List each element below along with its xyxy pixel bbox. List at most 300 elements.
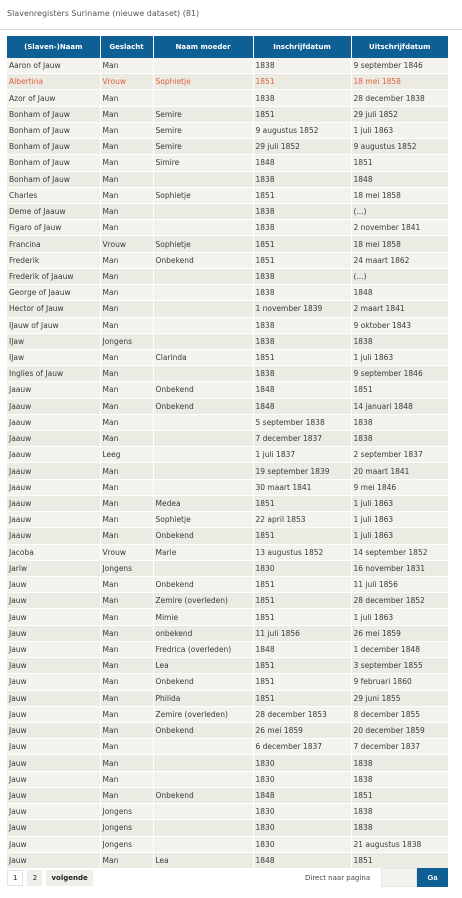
cell-deregistration-date: 1838 [351, 333, 448, 349]
cell-deregistration-date: 28 december 1838 [351, 90, 448, 106]
cell-mother [153, 268, 253, 284]
cell-mother [153, 431, 253, 447]
table-row[interactable] [7, 739, 448, 755]
cell-registration-date: 1838 [253, 220, 351, 236]
cell-gender: Man [100, 301, 153, 317]
table-row[interactable] [7, 771, 448, 787]
cell-gender: Man [100, 674, 153, 690]
cell-gender: Man [100, 787, 153, 803]
cell-name: Jariw [7, 560, 100, 576]
cell-registration-date: 19 september 1839 [253, 463, 351, 479]
table-row[interactable] [7, 787, 448, 803]
cell-gender: Man [100, 90, 153, 106]
table-row[interactable] [7, 268, 448, 284]
cell-mother [153, 220, 253, 236]
pagination [7, 870, 93, 886]
page-title: Slavenregisters Suriname (nieuwe dataset) (81) [7, 9, 200, 18]
cell-gender: Man [100, 771, 153, 787]
cell-mother [153, 171, 253, 187]
cell-name: Jaauw [7, 431, 100, 447]
cell-mother: Lea [153, 852, 253, 868]
cell-deregistration-date: 2 september 1837 [351, 447, 448, 463]
cell-gender: Man [100, 414, 153, 430]
goto-page-button[interactable]: Ga [417, 868, 448, 887]
cell-mother: Onbekend [153, 398, 253, 414]
cell-deregistration-date: 1838 [351, 755, 448, 771]
table-row[interactable] [7, 690, 448, 706]
cell-name: Jauw [7, 771, 100, 787]
table-row[interactable] [7, 447, 448, 463]
cell-deregistration-date: 9 oktober 1843 [351, 317, 448, 333]
page-link-2[interactable]: 2 [27, 870, 42, 886]
cell-registration-date: 1830 [253, 560, 351, 576]
next-page-link[interactable]: volgende [46, 870, 92, 886]
cell-gender: Man [100, 577, 153, 593]
cell-mother: Sophietje [153, 236, 253, 252]
cell-deregistration-date: 9 februari 1860 [351, 674, 448, 690]
cell-gender: Man [100, 106, 153, 122]
cell-deregistration-date: 1848 [351, 171, 448, 187]
cell-gender: Man [100, 268, 153, 284]
cell-name: Bonham of Jauw [7, 122, 100, 138]
cell-mother [153, 317, 253, 333]
table-body [7, 58, 448, 868]
cell-name: Jaauw [7, 479, 100, 495]
table-row[interactable] [7, 431, 448, 447]
cell-name: Jauw [7, 690, 100, 706]
cell-deregistration-date: 9 augustus 1852 [351, 139, 448, 155]
cell-name: Bonham of Jauw [7, 155, 100, 171]
table-row[interactable] [7, 804, 448, 820]
cell-gender: Man [100, 203, 153, 219]
cell-mother: Onbekend [153, 382, 253, 398]
cell-mother: Onbekend [153, 252, 253, 268]
cell-deregistration-date: 1851 [351, 155, 448, 171]
cell-mother [153, 836, 253, 852]
cell-mother: Semire [153, 122, 253, 138]
cell-registration-date: 11 juli 1856 [253, 625, 351, 641]
cell-mother: Onbekend [153, 528, 253, 544]
cell-deregistration-date: 2 maart 1841 [351, 301, 448, 317]
cell-deregistration-date: 14 september 1852 [351, 544, 448, 560]
cell-deregistration-date: 11 juli 1856 [351, 577, 448, 593]
cell-name: Albertina [7, 74, 100, 90]
cell-mother: Fredrica (overleden) [153, 641, 253, 657]
table-row[interactable] [7, 220, 448, 236]
cell-registration-date: 30 maart 1841 [253, 479, 351, 495]
cell-gender: Man [100, 463, 153, 479]
cell-gender: Man [100, 641, 153, 657]
table-row[interactable] [7, 236, 448, 252]
page-header [0, 0, 462, 30]
cell-registration-date: 1838 [253, 285, 351, 301]
cell-mother: Philida [153, 690, 253, 706]
cell-deregistration-date: 9 september 1846 [351, 366, 448, 382]
cell-name: Azor of Jauw [7, 90, 100, 106]
cell-mother: Onbekend [153, 722, 253, 738]
cell-deregistration-date: 1 juli 1863 [351, 122, 448, 138]
cell-registration-date: 1838 [253, 366, 351, 382]
cell-registration-date: 1 juli 1837 [253, 447, 351, 463]
cell-mother [153, 90, 253, 106]
cell-name: Jaauw [7, 447, 100, 463]
cell-name: Jaauw [7, 528, 100, 544]
cell-registration-date: 1851 [253, 690, 351, 706]
table-row[interactable] [7, 187, 448, 203]
cell-deregistration-date: 1838 [351, 820, 448, 836]
table-row[interactable] [7, 641, 448, 657]
cell-registration-date: 13 augustus 1852 [253, 544, 351, 560]
cell-mother [153, 560, 253, 576]
table-row[interactable] [7, 252, 448, 268]
table-row[interactable] [7, 593, 448, 609]
cell-mother: Zemire (overleden) [153, 593, 253, 609]
cell-registration-date: 1838 [253, 171, 351, 187]
cell-deregistration-date: 29 juli 1852 [351, 106, 448, 122]
cell-name: Figaro of Jauw [7, 220, 100, 236]
cell-gender: Jongens [100, 560, 153, 576]
table-row[interactable] [7, 512, 448, 528]
cell-registration-date: 1848 [253, 382, 351, 398]
goto-page-input[interactable] [381, 868, 417, 887]
page-link-1[interactable]: 1 [7, 870, 23, 886]
cell-deregistration-date: 3 september 1855 [351, 658, 448, 674]
cell-mother: Semire [153, 139, 253, 155]
cell-name: Jaauw [7, 414, 100, 430]
cell-gender: Vrouw [100, 74, 153, 90]
table-row[interactable] [7, 463, 448, 479]
table-row[interactable] [7, 106, 448, 122]
table-row[interactable] [7, 171, 448, 187]
cell-registration-date: 6 december 1837 [253, 739, 351, 755]
cell-name: Bonham of Jauw [7, 139, 100, 155]
cell-deregistration-date: 1 juli 1863 [351, 528, 448, 544]
cell-deregistration-date: 1851 [351, 852, 448, 868]
cell-name: Jauw [7, 641, 100, 657]
cell-gender: Man [100, 139, 153, 155]
cell-registration-date: 1838 [253, 333, 351, 349]
table-row[interactable] [7, 852, 448, 868]
cell-registration-date: 1848 [253, 155, 351, 171]
cell-registration-date: 1851 [253, 674, 351, 690]
cell-mother [153, 301, 253, 317]
cell-registration-date: 1851 [253, 74, 351, 90]
table-row[interactable] [7, 528, 448, 544]
table-row[interactable] [7, 333, 448, 349]
cell-gender: Man [100, 155, 153, 171]
cell-registration-date: 28 december 1853 [253, 706, 351, 722]
cell-name: Aaron of Jauw [7, 58, 100, 74]
cell-name: Jaauw [7, 463, 100, 479]
cell-registration-date: 1851 [253, 187, 351, 203]
cell-name: IJaw [7, 349, 100, 365]
cell-deregistration-date: (...) [351, 203, 448, 219]
cell-deregistration-date: 29 juni 1855 [351, 690, 448, 706]
cell-deregistration-date: 9 september 1846 [351, 58, 448, 74]
goto-page-label: Direct naar pagina [305, 874, 371, 882]
cell-name: Jaauw [7, 512, 100, 528]
cell-name: Jauw [7, 755, 100, 771]
cell-registration-date: 1851 [253, 658, 351, 674]
cell-gender: Man [100, 722, 153, 738]
cell-mother: Clarinda [153, 349, 253, 365]
cell-mother [153, 333, 253, 349]
cell-gender: Man [100, 706, 153, 722]
cell-name: Jauw [7, 658, 100, 674]
table-row[interactable] [7, 285, 448, 301]
cell-name: Bonham of Jauw [7, 171, 100, 187]
table-row[interactable] [7, 560, 448, 576]
cell-deregistration-date: 1838 [351, 414, 448, 430]
cell-name: Jauw [7, 739, 100, 755]
cell-deregistration-date: 18 mei 1858 [351, 236, 448, 252]
cell-registration-date: 1830 [253, 836, 351, 852]
cell-registration-date: 7 december 1837 [253, 431, 351, 447]
cell-name: Jacoba [7, 544, 100, 560]
cell-gender: Man [100, 220, 153, 236]
cell-mother [153, 285, 253, 301]
cell-gender: Man [100, 479, 153, 495]
column-header-registration-date[interactable]: Inschrijfdatum [253, 36, 351, 58]
table-row[interactable] [7, 155, 448, 171]
cell-gender: Man [100, 252, 153, 268]
cell-mother: Marie [153, 544, 253, 560]
table-row[interactable] [7, 755, 448, 771]
cell-name: Frederik [7, 252, 100, 268]
cell-gender: Vrouw [100, 236, 153, 252]
column-header-deregistration-date[interactable]: Uitschrijfdatum [351, 36, 448, 58]
table-row[interactable] [7, 398, 448, 414]
table-header-row [7, 36, 448, 58]
cell-mother: Medea [153, 495, 253, 511]
cell-mother: onbekend [153, 625, 253, 641]
cell-registration-date: 1851 [253, 593, 351, 609]
cell-name: Jauw [7, 722, 100, 738]
cell-gender: Man [100, 495, 153, 511]
cell-registration-date: 1848 [253, 398, 351, 414]
cell-deregistration-date: 1 december 1848 [351, 641, 448, 657]
cell-deregistration-date: 1848 [351, 285, 448, 301]
cell-registration-date: 1848 [253, 852, 351, 868]
cell-gender: Man [100, 658, 153, 674]
cell-gender: Man [100, 317, 153, 333]
cell-registration-date: 26 mei 1859 [253, 722, 351, 738]
table-row[interactable] [7, 658, 448, 674]
cell-mother: Sophietje [153, 187, 253, 203]
cell-deregistration-date: 1 juli 1863 [351, 349, 448, 365]
cell-registration-date: 1848 [253, 641, 351, 657]
cell-gender: Jongens [100, 820, 153, 836]
cell-registration-date: 1830 [253, 771, 351, 787]
cell-name: Inglies of Jauw [7, 366, 100, 382]
cell-deregistration-date: 14 januari 1848 [351, 398, 448, 414]
cell-deregistration-date: 16 november 1831 [351, 560, 448, 576]
cell-registration-date: 1848 [253, 787, 351, 803]
cell-deregistration-date: 24 maart 1862 [351, 252, 448, 268]
table-row[interactable] [7, 495, 448, 511]
cell-deregistration-date: 1 juli 1863 [351, 495, 448, 511]
cell-name: Jauw [7, 625, 100, 641]
cell-deregistration-date: 21 augustus 1838 [351, 836, 448, 852]
cell-registration-date: 1830 [253, 755, 351, 771]
cell-registration-date: 1838 [253, 90, 351, 106]
cell-mother [153, 820, 253, 836]
cell-deregistration-date: 28 december 1852 [351, 593, 448, 609]
results-table [7, 36, 449, 869]
table-row[interactable] [7, 625, 448, 641]
cell-mother [153, 755, 253, 771]
cell-deregistration-date: 18 mei 1858 [351, 187, 448, 203]
cell-gender: Man [100, 382, 153, 398]
cell-gender: Man [100, 431, 153, 447]
cell-deregistration-date: 1838 [351, 804, 448, 820]
cell-gender: Man [100, 755, 153, 771]
table-row[interactable] [7, 414, 448, 430]
cell-name: Jauw [7, 836, 100, 852]
cell-name: Frederik of Jaauw [7, 268, 100, 284]
cell-name: Jaauw [7, 382, 100, 398]
cell-name: Jauw [7, 787, 100, 803]
cell-mother [153, 739, 253, 755]
cell-mother: Mimie [153, 609, 253, 625]
cell-name: Charles [7, 187, 100, 203]
cell-deregistration-date: 1 juli 1863 [351, 609, 448, 625]
cell-gender: Man [100, 122, 153, 138]
cell-mother [153, 463, 253, 479]
cell-gender: Man [100, 528, 153, 544]
cell-deregistration-date: 1838 [351, 431, 448, 447]
table-row[interactable] [7, 366, 448, 382]
table-row[interactable] [7, 836, 448, 852]
cell-registration-date: 5 september 1838 [253, 414, 351, 430]
cell-gender: Man [100, 285, 153, 301]
cell-mother [153, 366, 253, 382]
cell-registration-date: 1851 [253, 495, 351, 511]
cell-mother: Onbekend [153, 787, 253, 803]
cell-gender: Man [100, 593, 153, 609]
cell-registration-date: 1851 [253, 609, 351, 625]
cell-gender: Man [100, 690, 153, 706]
cell-gender: Man [100, 852, 153, 868]
cell-mother: Zemire (overleden) [153, 706, 253, 722]
cell-name: Deme of Jaauw [7, 203, 100, 219]
cell-name: Jauw [7, 706, 100, 722]
cell-name: IJauw of Jauw [7, 317, 100, 333]
cell-mother [153, 479, 253, 495]
table-row[interactable] [7, 820, 448, 836]
cell-registration-date: 1851 [253, 577, 351, 593]
cell-name: Jauw [7, 852, 100, 868]
cell-registration-date: 1830 [253, 820, 351, 836]
table-row[interactable] [7, 382, 448, 398]
table-row[interactable] [7, 122, 448, 138]
cell-gender: Man [100, 349, 153, 365]
table-row[interactable] [7, 674, 448, 690]
cell-registration-date: 1851 [253, 349, 351, 365]
table-row[interactable] [7, 577, 448, 593]
cell-name: Jauw [7, 577, 100, 593]
table-row[interactable] [7, 90, 448, 106]
cell-gender: Man [100, 609, 153, 625]
cell-name: George of Jaauw [7, 285, 100, 301]
table-row[interactable] [7, 203, 448, 219]
cell-deregistration-date: 1838 [351, 771, 448, 787]
table-row[interactable] [7, 722, 448, 738]
cell-registration-date: 1851 [253, 252, 351, 268]
column-header-gender[interactable]: Geslacht [100, 36, 153, 58]
cell-gender: Man [100, 366, 153, 382]
table-row[interactable] [7, 544, 448, 560]
cell-gender: Man [100, 625, 153, 641]
cell-mother: Onbekend [153, 674, 253, 690]
table-row[interactable] [7, 609, 448, 625]
table-row[interactable] [7, 317, 448, 333]
cell-mother [153, 447, 253, 463]
cell-registration-date: 1838 [253, 268, 351, 284]
cell-registration-date: 1838 [253, 203, 351, 219]
cell-registration-date: 1838 [253, 58, 351, 74]
cell-gender: Leeg [100, 447, 153, 463]
cell-name: Jauw [7, 593, 100, 609]
cell-registration-date: 1851 [253, 236, 351, 252]
cell-deregistration-date: 26 mei 1859 [351, 625, 448, 641]
cell-registration-date: 1830 [253, 804, 351, 820]
cell-gender: Jongens [100, 836, 153, 852]
cell-registration-date: 9 augustus 1852 [253, 122, 351, 138]
results-table-container [7, 36, 448, 869]
cell-name: Jauw [7, 609, 100, 625]
cell-registration-date: 1 november 1839 [253, 301, 351, 317]
cell-mother: Onbekend [153, 577, 253, 593]
table-row[interactable] [7, 479, 448, 495]
cell-gender: Jongens [100, 333, 153, 349]
cell-mother: Sophietje [153, 74, 253, 90]
cell-deregistration-date: 1851 [351, 787, 448, 803]
cell-mother: Simire [153, 155, 253, 171]
cell-deregistration-date: 7 december 1837 [351, 739, 448, 755]
table-row[interactable] [7, 301, 448, 317]
cell-deregistration-date: 1851 [351, 382, 448, 398]
table-row[interactable] [7, 74, 448, 90]
table-row[interactable] [7, 349, 448, 365]
cell-name: Bonham of Jauw [7, 106, 100, 122]
cell-gender: Man [100, 739, 153, 755]
cell-gender: Vrouw [100, 544, 153, 560]
cell-name: Jaauw [7, 398, 100, 414]
cell-gender: Man [100, 58, 153, 74]
column-header-mother[interactable]: Naam moeder [153, 36, 253, 58]
cell-registration-date: 1851 [253, 106, 351, 122]
cell-gender: Man [100, 512, 153, 528]
cell-deregistration-date: 1 juli 1863 [351, 512, 448, 528]
table-row[interactable] [7, 58, 448, 74]
cell-mother [153, 414, 253, 430]
cell-registration-date: 1851 [253, 528, 351, 544]
cell-registration-date: 29 juli 1852 [253, 139, 351, 155]
column-header-name[interactable]: (Slaven-)Naam [7, 36, 100, 58]
cell-mother [153, 203, 253, 219]
cell-name: Jauw [7, 804, 100, 820]
cell-name: Jaauw [7, 495, 100, 511]
cell-deregistration-date: 8 december 1855 [351, 706, 448, 722]
cell-gender: Man [100, 171, 153, 187]
table-row[interactable] [7, 706, 448, 722]
table-row[interactable] [7, 139, 448, 155]
cell-name: Francina [7, 236, 100, 252]
cell-deregistration-date: 9 mei 1846 [351, 479, 448, 495]
cell-deregistration-date: (...) [351, 268, 448, 284]
cell-mother [153, 58, 253, 74]
